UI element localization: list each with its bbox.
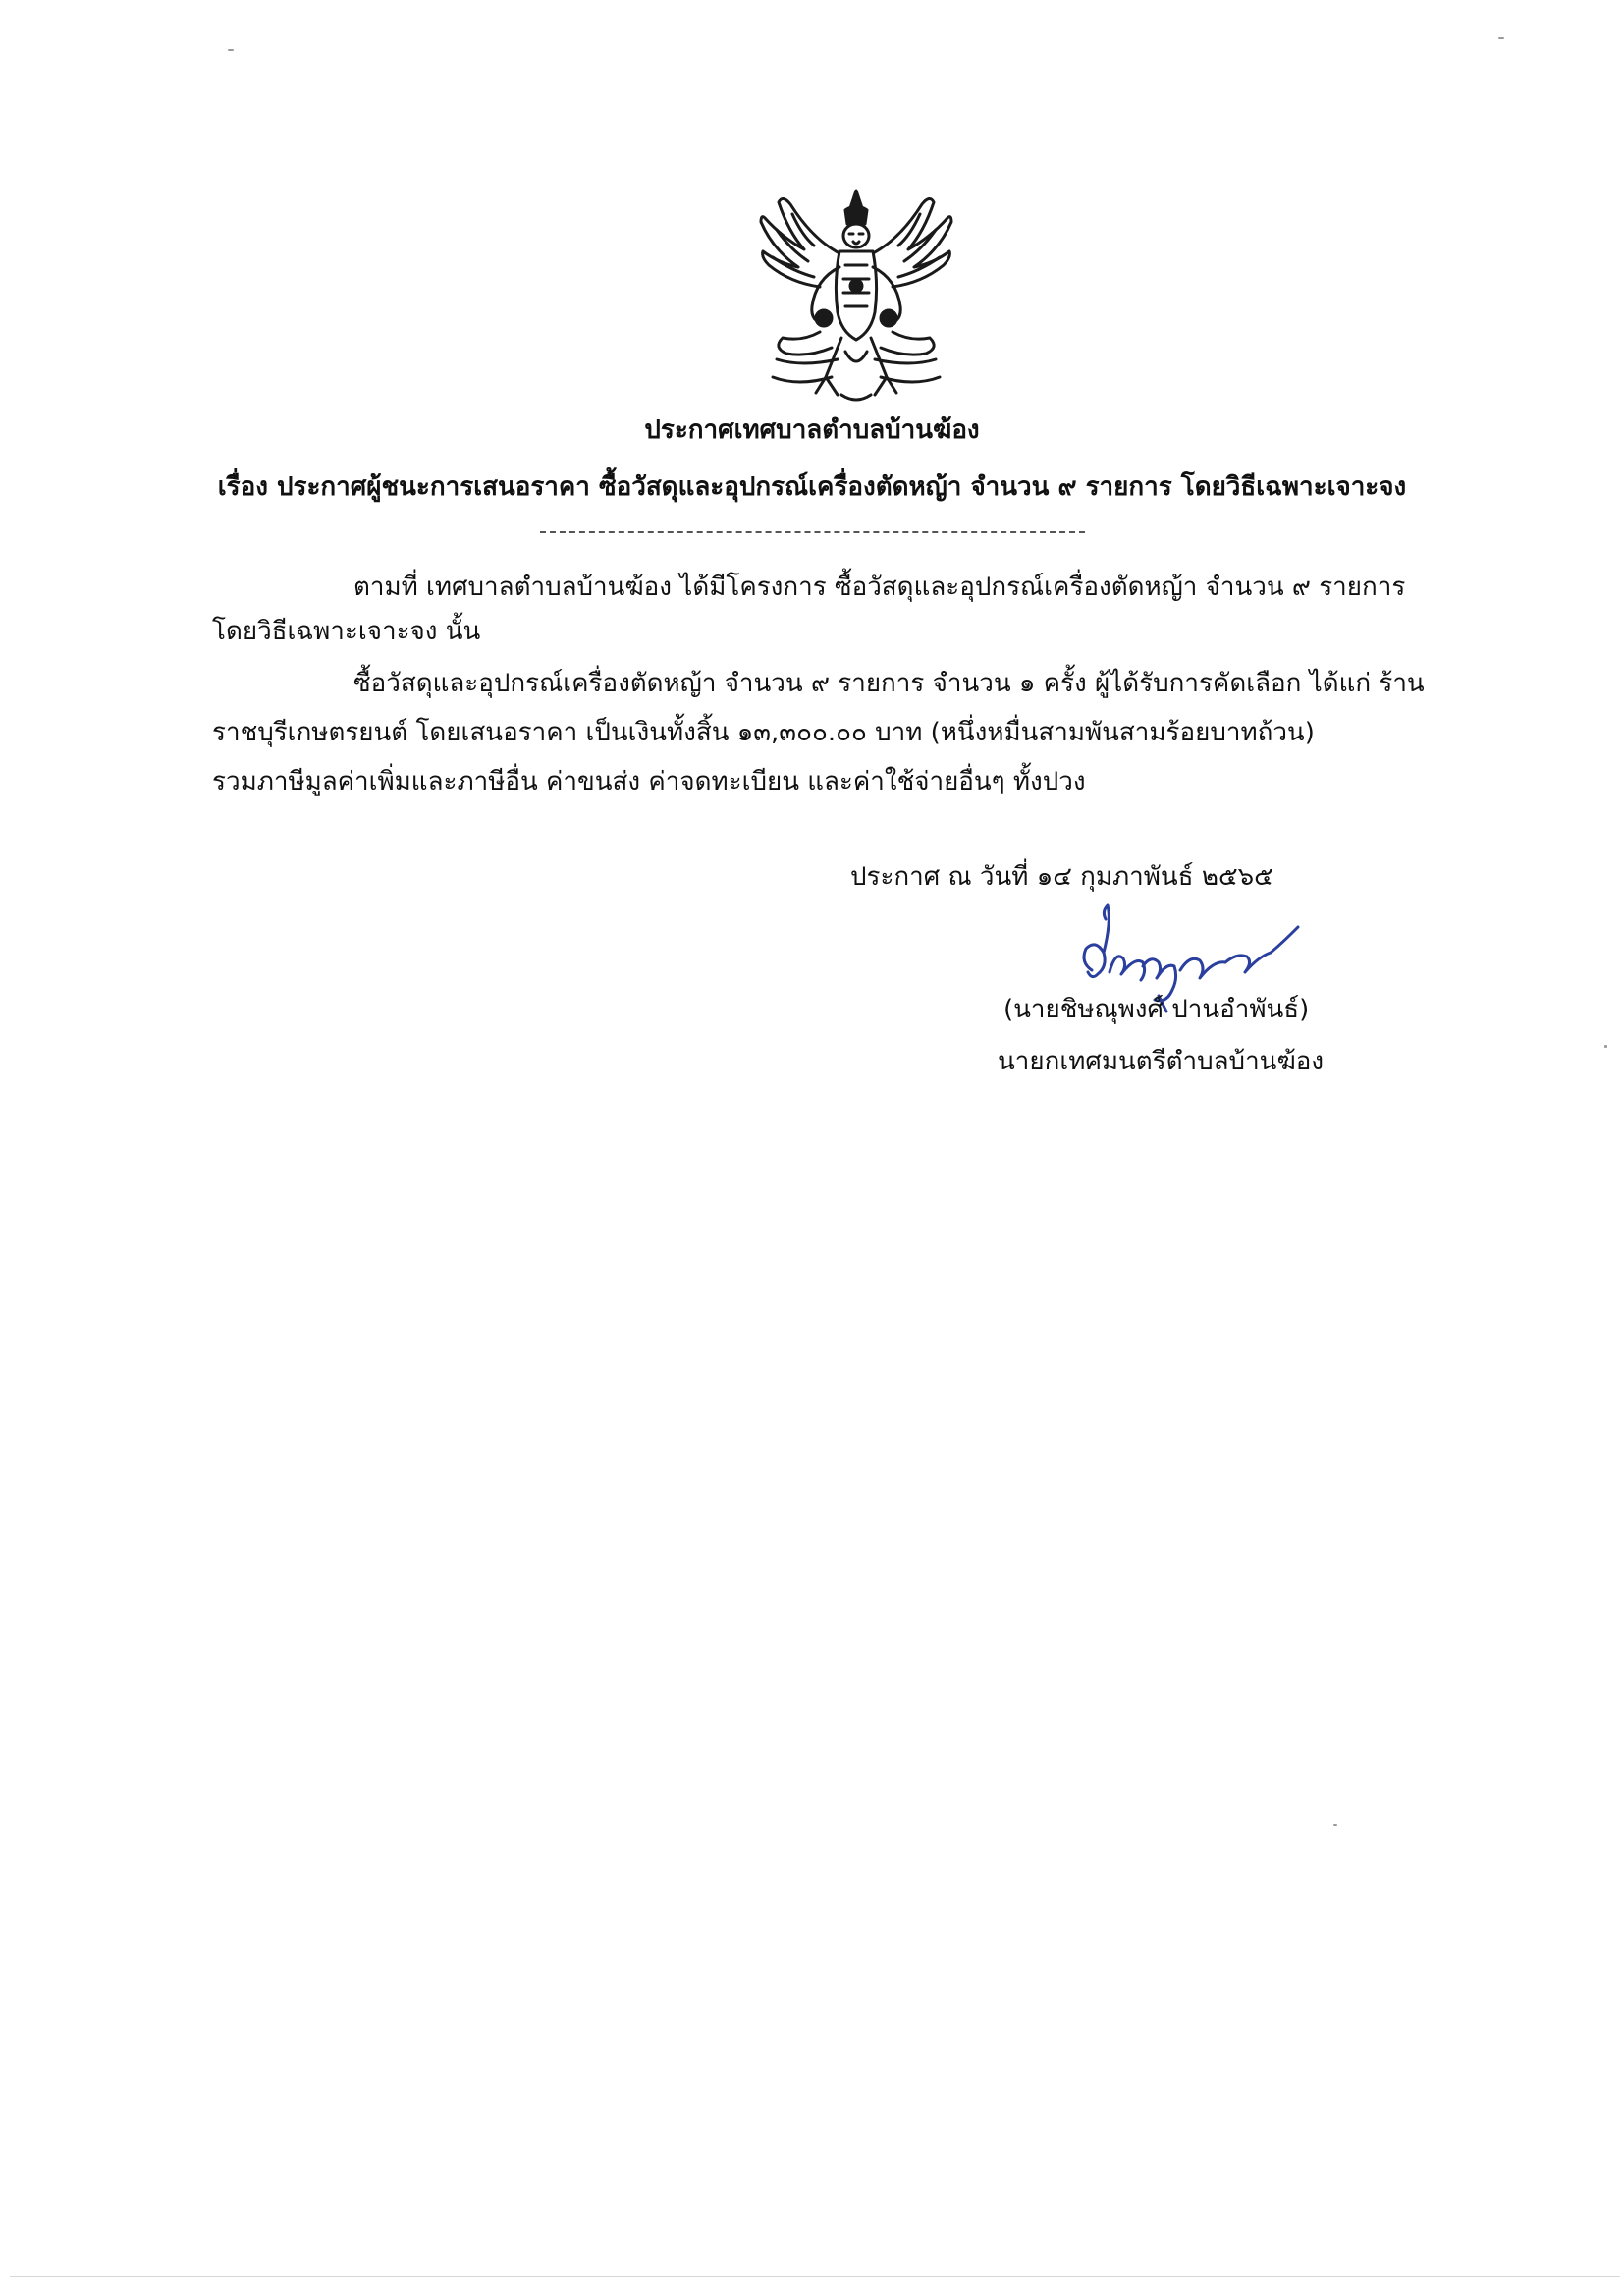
scan-edge [10, 2276, 1620, 2277]
scan-speck [228, 49, 234, 51]
paragraph-2-line-3: รวมภาษีมูลค่าเพิ่มและภาษีอื่น ค่าขนส่ง ค่าจดทะเบียน และค่าใช้จ่ายอื่นๆ ทั้งปวง [212, 767, 1086, 796]
paragraph-1-line-1: ตามที่ เทศบาลตำบลบ้านฆ้อง ได้มีโครงการ ซื้อวัสดุและอุปกรณ์เครื่องตัดหญ้า จำนวน ๙ รายการ [353, 573, 1406, 602]
announcement-title: ประกาศเทศบาลตำบลบ้านฆ้อง [644, 415, 980, 445]
paragraph-2-line-2: ราชบุรีเกษตรยนต์ โดยเสนอราคา เป็นเงินทั้งสิ้น ๑๓,๓๐๐.๐๐ บาท (หนึ่งหมื่นสามพันสามร้อยบาทถ้วน) [212, 718, 1315, 747]
paragraph-2-line-1: ซื้อวัสดุและอุปกรณ์เครื่องตัดหญ้า จำนวน ๙ รายการ จำนวน ๑ ครั้ง ผู้ได้รับการคัดเลือก ได้แก่ ร้าน [353, 669, 1425, 698]
paragraph-1-line-2: โดยวิธีเฉพาะเจาะจง นั้น [212, 617, 481, 646]
dashed-divider [540, 531, 1085, 533]
signer-position: นายกเทศมนตรีตำบลบ้านฆ้อง [998, 1047, 1325, 1076]
scan-speck [1604, 1045, 1607, 1048]
scan-speck [1333, 1824, 1337, 1826]
garuda-emblem-icon [743, 185, 969, 409]
scan-speck [1498, 37, 1504, 39]
signer-name: (นายชิษณุพงศ์ ปานอำพันธ์) [1003, 995, 1310, 1024]
announcement-subject: เรื่อง ประกาศผู้ชนะการเสนอราคา ซื้อวัสดุและอุปกรณ์เครื่องตัดหญ้า จำนวน ๙ รายการ โดยวิธีเฉพาะเจาะจง [217, 472, 1407, 502]
announcement-date: ประกาศ ณ วันที่ ๑๔ กุมภาพันธ์ ๒๕๖๕ [850, 862, 1273, 892]
